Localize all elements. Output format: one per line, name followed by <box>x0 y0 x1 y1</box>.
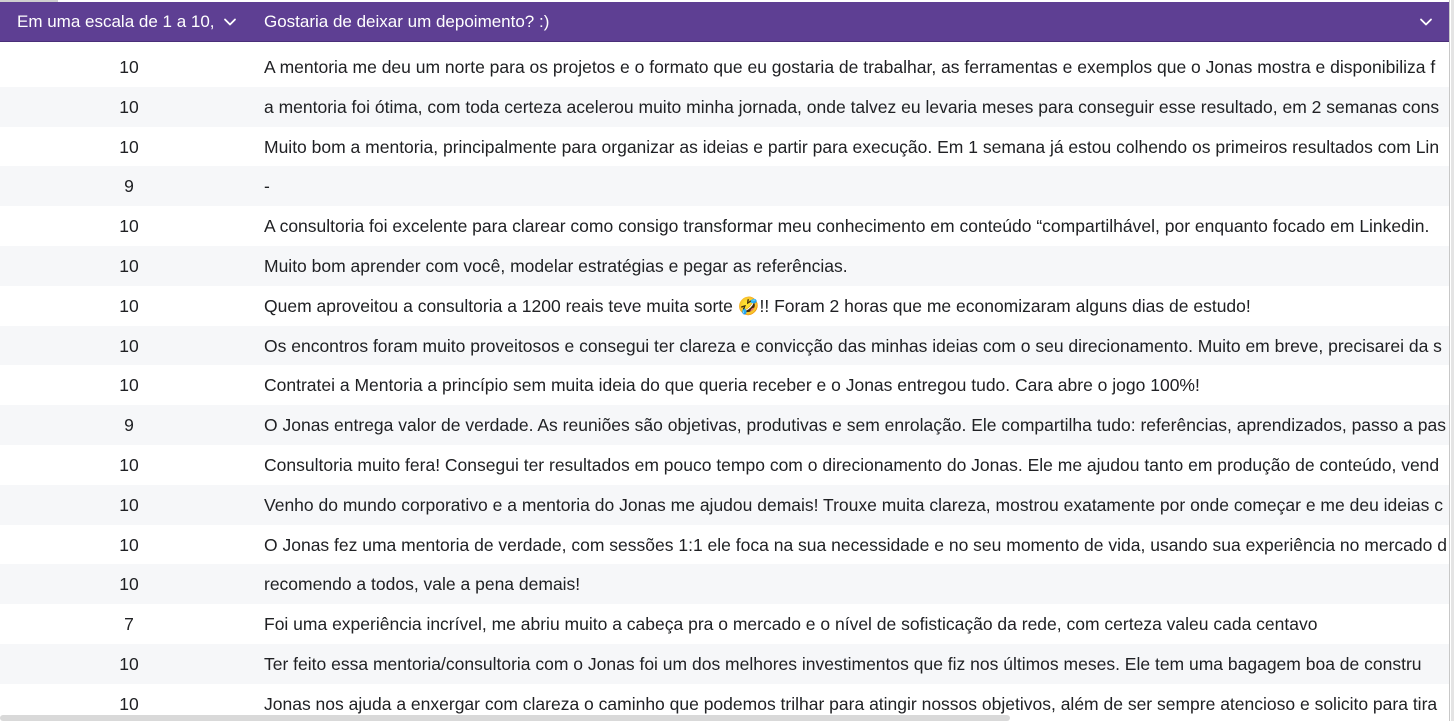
table-row[interactable] <box>0 127 1449 167</box>
comment-cell[interactable]: Muito bom a mentoria, principalmente para organizar as ideias e partir para execução. Em 1 semana já estou colhendo os primeiros resultados com Lin <box>264 136 1440 157</box>
table-row[interactable] <box>0 286 1449 326</box>
score-cell[interactable]: 10 <box>119 136 139 157</box>
vertical-scrollbar-thumb[interactable] <box>1451 0 1454 721</box>
score-cell[interactable]: 10 <box>119 96 139 117</box>
score-cell[interactable]: 10 <box>119 534 139 555</box>
score-cell[interactable]: 10 <box>119 454 139 475</box>
table-row[interactable] <box>0 87 1449 127</box>
table-row[interactable] <box>0 604 1449 644</box>
table-row[interactable] <box>0 206 1449 246</box>
table-row[interactable] <box>0 166 1449 206</box>
table-body <box>0 47 1449 721</box>
comment-cell[interactable]: a mentoria foi ótima, com toda certeza acelerou muito minha jornada, onde talvez eu levaria meses para conseguir esse resultado, em 2 semanas cons <box>264 96 1440 117</box>
table-row[interactable] <box>0 525 1449 565</box>
table-header <box>0 2 1449 42</box>
table-row[interactable] <box>0 485 1449 525</box>
score-cell[interactable]: 10 <box>119 693 139 714</box>
horizontal-scrollbar[interactable] <box>0 715 1010 721</box>
table-row[interactable] <box>0 445 1449 485</box>
score-cell[interactable]: 10 <box>119 653 139 674</box>
chevron-down-icon[interactable] <box>1418 14 1434 30</box>
score-cell[interactable]: 10 <box>119 375 139 396</box>
table-row[interactable] <box>0 246 1449 286</box>
comment-cell[interactable]: Venho do mundo corporativo e a mentoria do Jonas me ajudou demais! Trouxe muita clareza, mostrou exatamente por onde começar e me deu ideias c <box>264 494 1443 515</box>
column-header-comment[interactable]: Gostaria de deixar um depoimento? :) <box>264 12 550 31</box>
score-cell[interactable]: 10 <box>119 255 139 276</box>
score-cell[interactable]: 10 <box>119 295 139 316</box>
table-row[interactable] <box>0 326 1449 366</box>
score-cell[interactable]: 7 <box>124 614 134 635</box>
comment-cell[interactable]: - <box>264 176 270 197</box>
comment-cell[interactable]: A mentoria me deu um norte para os projetos e o formato que eu gostaria de trabalhar, as ferramentas e exemplos que o Jonas mostra e disponibiliza f <box>264 57 1436 77</box>
score-cell[interactable]: 10 <box>119 216 139 237</box>
column-header-score[interactable]: Em uma escala de 1 a 10, <box>17 12 215 31</box>
table-row[interactable] <box>0 365 1449 405</box>
table-row[interactable] <box>0 644 1449 684</box>
comment-cell[interactable]: A consultoria foi excelente para clarear como consigo transformar meu conhecimento em conteúdo “compartilhável, por enquanto focado em Linkedin. <box>264 216 1430 237</box>
comment-cell[interactable]: Consultoria muito fera! Consegui ter resultados em pouco tempo com o direcionamento do Jonas. Ele me ajudou tanto em produção de conteúdo, vend <box>264 454 1440 475</box>
table-row[interactable] <box>0 564 1449 604</box>
comment-cell[interactable]: Jonas nos ajuda a enxergar com clareza o caminho que podemos trilhar para atingir nossos objetivos, além de ser sempre atencioso e solicito para tira <box>264 693 1438 714</box>
comment-cell[interactable]: Foi uma experiência incrível, me abriu muito a cabeça pra o mercado e o nível de sofisticação da rede, com certeza valeu cada centavo <box>264 614 1318 635</box>
comment-cell[interactable]: Ter feito essa mentoria/consultoria com o Jonas foi um dos melhores investimentos que fiz nos últimos meses. Ele tem uma bagagem boa de constru <box>264 653 1422 674</box>
score-cell[interactable]: 10 <box>119 57 139 77</box>
comment-cell[interactable]: O Jonas entrega valor de verdade. As reuniões são objetivas, produtivas e sem enrolação. Ele compartilha tudo: referências, aprendizados, passo a pas <box>264 415 1446 436</box>
score-cell[interactable]: 10 <box>119 335 139 356</box>
comment-cell[interactable]: Quem aproveitou a consultoria a 1200 reais teve muita sorte 🤣!! Foram 2 horas que me economizaram alguns dias de estudo! <box>264 295 1251 316</box>
score-cell[interactable]: 10 <box>119 574 139 595</box>
comment-cell[interactable]: Contratei a Mentoria a princípio sem muita ideia do que queria receber e o Jonas entregou tudo. Cara abre o jogo 100%! <box>264 375 1200 396</box>
comment-cell[interactable]: Muito bom aprender com você, modelar estratégias e pegar as referências. <box>264 255 848 276</box>
score-cell[interactable]: 9 <box>124 176 134 197</box>
chevron-down-icon[interactable] <box>222 14 238 30</box>
comment-cell[interactable]: O Jonas fez uma mentoria de verdade, com sessões 1:1 ele foca na sua necessidade e no seu momento de vida, usando sua experiência no mercado d <box>264 534 1447 555</box>
score-cell[interactable]: 9 <box>124 415 134 436</box>
comment-cell[interactable]: recomendo a todos, vale a pena demais! <box>264 574 581 595</box>
table-row[interactable] <box>0 405 1449 445</box>
table-row[interactable] <box>0 47 1449 87</box>
comment-cell[interactable]: Os encontros foram muito proveitosos e consegui ter clareza e convicção das minhas ideias com o seu direcionamento. Muito em breve, precisarei da s <box>264 335 1442 356</box>
score-cell[interactable]: 10 <box>119 494 139 515</box>
